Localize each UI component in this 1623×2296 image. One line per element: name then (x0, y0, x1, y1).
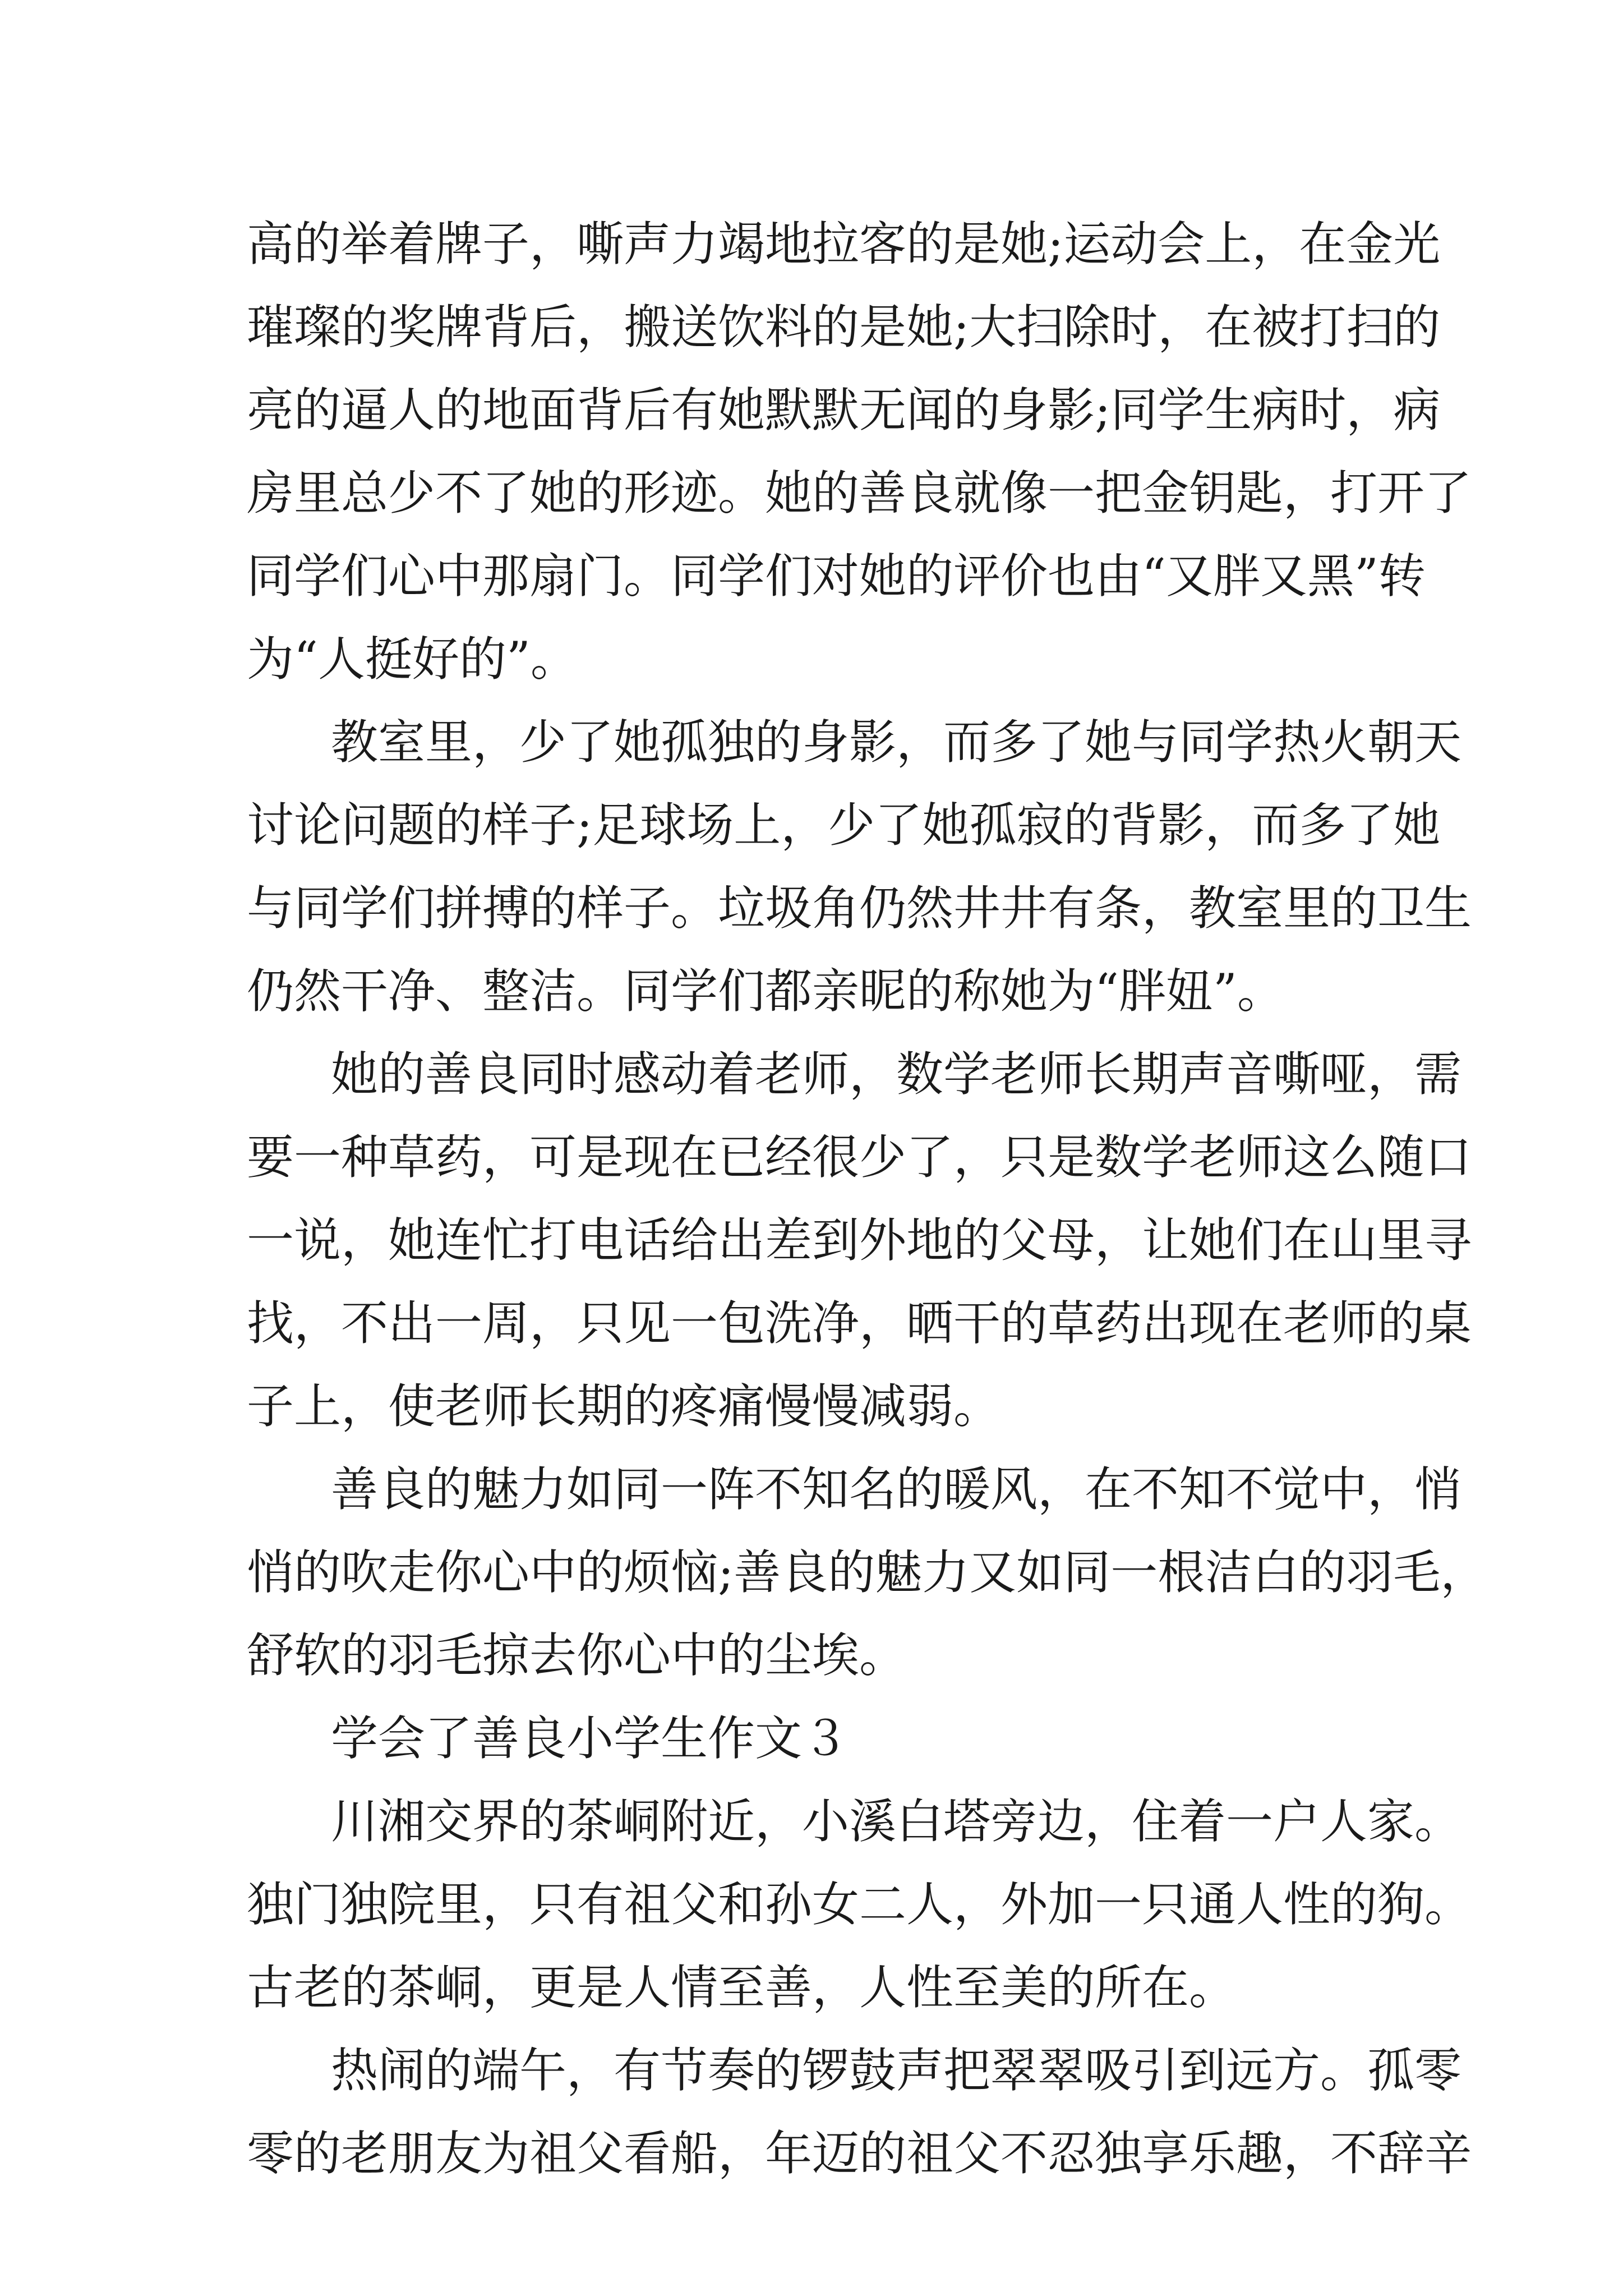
section-heading: 学会了善良小学生作文３ (331, 1711, 850, 1766)
text-line: 一说，她连忙打电话给出差到外地的父母，让她们在山里寻 (247, 1213, 1472, 1268)
text-line: 与同学们拼搏的样子。垃圾角仍然井井有条，教室里的卫生 (247, 881, 1472, 936)
paragraph-first-line: 教室里，少了她孤独的身影，而多了她与同学热火朝天 (331, 715, 1462, 770)
text-line: 古老的茶峒，更是人情至善，人性至美的所在。 (247, 1960, 1237, 2015)
text-line: 为“人挺好的”。 (247, 632, 578, 687)
paragraph-first-line: 热闹的端午，有节奏的锣鼓声把翠翠吸引到远方。孤零 (331, 2043, 1462, 2098)
text-line: 亮的逼人的地面背后有她默默无闻的身影;同学生病时，病 (247, 383, 1441, 438)
text-line: 要一种草药，可是现在已经很少了，只是数学老师这么随口 (247, 1130, 1472, 1185)
text-line: 悄的吹走你心中的烦恼;善良的魅力又如同一根洁白的羽毛， (247, 1545, 1488, 1600)
text-line: 零的老朋友为祖父看船，年迈的祖父不忍独享乐趣，不辞辛 (247, 2126, 1472, 2181)
text-line: 房里总少不了她的形迹。她的善良就像一把金钥匙，打开了 (247, 466, 1472, 521)
paragraph-first-line: 她的善良同时感动着老师，数学老师长期声音嘶哑，需 (331, 1047, 1462, 1102)
text-line: 独门独院里，只有祖父和孙女二人，外加一只通人性的狗。 (247, 1877, 1472, 1932)
text-line: 讨论问题的样子;足球场上，少了她孤寂的背影，而多了她 (247, 798, 1441, 853)
text-line: 舒软的羽毛掠去你心中的尘埃。 (247, 1628, 907, 1683)
text-line: 高的举着牌子，嘶声力竭地拉客的是她;运动会上，在金光 (247, 217, 1441, 272)
paragraph-first-line: 善良的魅力如同一阵不知名的暖风，在不知不觉中，悄 (331, 1462, 1462, 1517)
text-line: 子上，使老师长期的疼痛慢慢减弱。 (247, 1379, 1001, 1434)
paragraph-first-line: 川湘交界的茶峒附近，小溪白塔旁边，住着一户人家。 (331, 1794, 1462, 1849)
text-line: 璀璨的奖牌背后，搬送饮料的是她;大扫除时，在被打扫的 (247, 300, 1441, 355)
text-line: 同学们心中那扇门。同学们对她的评价也由“又胖又黑”转 (247, 549, 1426, 604)
text-line: 找，不出一周，只见一包洗净，晒干的草药出现在老师的桌 (247, 1296, 1472, 1351)
text-line: 仍然干净、整洁。同学们都亲昵的称她为“胖妞”。 (247, 964, 1284, 1019)
document-page (247, 0, 1488, 2296)
